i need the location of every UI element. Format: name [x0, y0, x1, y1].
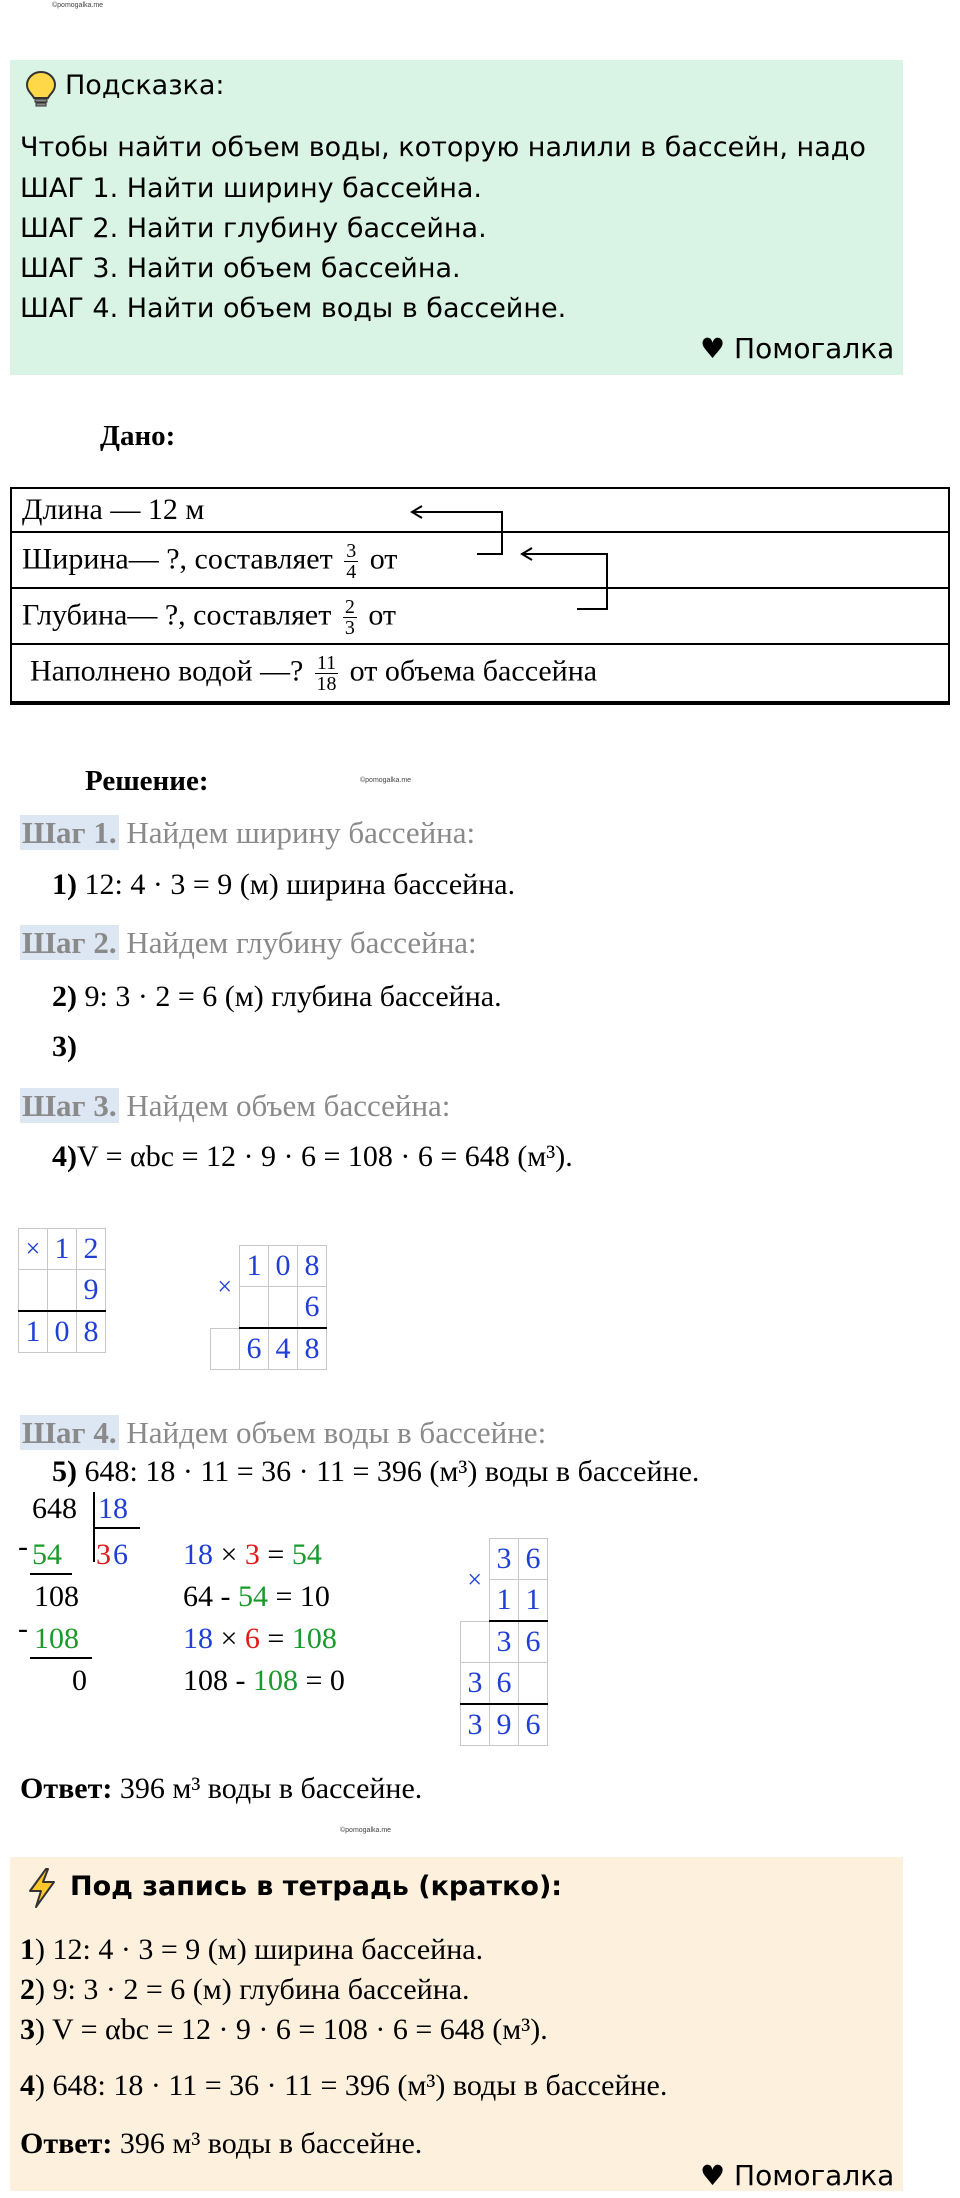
- hint-step-2: ШАГ 2. Найти глубину бассейна.: [20, 213, 487, 244]
- hint-title: Подсказка:: [65, 70, 225, 101]
- given-row-depth: Глубина— ?, составляет $\frac{2}{3}$ от: [12, 589, 948, 645]
- given-table: [10, 487, 950, 705]
- notebook-line-4: 4) 648: 18 · 11 = 36 · 11 = 396 (м³) воды в бассейне.: [20, 2069, 668, 2102]
- division-check-2: 64 - 54 = 10: [183, 1580, 330, 1613]
- watermark: ©pomogalka.me: [52, 2, 104, 9]
- multiplication-12x9: × 1 2 9 1 0 8: [18, 1228, 106, 1353]
- solution-line-2: 2) 9: 3 · 2 = 6 (м) глубина бассейна.: [52, 980, 502, 1013]
- step-3-heading: Шаг 3. Найдем объем бассейна:: [22, 1088, 451, 1123]
- notebook-line-1: 1) 12: 4 · 3 = 9 (м) ширина бассейна.: [20, 1933, 484, 1966]
- given-row-length: Длина — 12 м: [12, 489, 948, 533]
- division-check-3: 18 × 6 = 108: [183, 1622, 337, 1655]
- solution-line-5: 5) 648: 18 · 11 = 36 · 11 = 396 (м³) воды в бассейне.: [52, 1455, 700, 1488]
- notebook-line-2: 2) 9: 3 · 2 = 6 (м) глубина бассейна.: [20, 1973, 470, 2006]
- answer: Ответ: 396 м³ воды в бассейне.: [20, 1772, 423, 1805]
- multiplication-108x6: × 1 0 8 6 6 4 8: [210, 1245, 327, 1370]
- heart-icon: ♥: [700, 332, 726, 365]
- given-row-water: Наполнено водой —? $\frac{11}{18}$ от объема бассейна: [12, 645, 948, 703]
- given-row-width: Ширина— ?, составляет $\frac{3}{4}$ от: [12, 533, 948, 589]
- notebook-title: Под запись в тетрадь (кратко):: [70, 1871, 563, 1902]
- multiplication-36x11: × 3 6 1 1 3 6 3 6 3 9 6: [460, 1538, 548, 1746]
- watermark: ©pomogalka.me: [340, 1827, 392, 1834]
- brand-label: ♥ Помогалка: [700, 2159, 895, 2192]
- notebook-line-3: 3) V = αbc = 12 · 9 · 6 = 108 · 6 = 648 (м³).: [20, 2013, 548, 2046]
- solution-title: Решение:: [85, 765, 209, 797]
- solution-line-1: 1) 12: 4 · 3 = 9 (м) ширина бассейна.: [52, 868, 516, 901]
- lightning-icon: [24, 1867, 60, 1909]
- watermark: ©pomogalka.me: [360, 777, 412, 784]
- brand-label: ♥ Помогалка: [700, 332, 895, 365]
- hint-step-3: ШАГ 3. Найти объем бассейна.: [20, 253, 461, 284]
- step-1-heading: Шаг 1. Найдем ширину бассейна:: [22, 815, 476, 850]
- hint-box: [10, 60, 903, 375]
- hint-intro: Чтобы найти объем воды, которую налили в бассейн, надо: [20, 132, 866, 163]
- lightbulb-icon: [24, 70, 58, 108]
- notebook-box: [10, 1857, 903, 2191]
- reference-arrows: [12, 489, 952, 709]
- hint-step-4: ШАГ 4. Найти объем воды в бассейне.: [20, 293, 567, 324]
- division-check-4: 108 - 108 = 0: [183, 1664, 345, 1697]
- heart-icon: ♥: [700, 2159, 726, 2192]
- given-title: Дано:: [100, 420, 176, 452]
- solution-line-3: 3): [52, 1030, 77, 1063]
- hint-step-1: ШАГ 1. Найти ширину бассейна.: [20, 173, 482, 204]
- solution-line-4: 4)V = αbc = 12 · 9 · 6 = 108 · 6 = 648 (м³).: [52, 1140, 573, 1173]
- step-2-heading: Шаг 2. Найдем глубину бассейна:: [22, 925, 477, 960]
- notebook-answer: Ответ: 396 м³ воды в бассейне.: [20, 2127, 423, 2160]
- division-check-1: 18 × 3 = 54: [183, 1538, 322, 1571]
- step-4-heading: Шаг 4. Найдем объем воды в бассейне:: [22, 1415, 547, 1450]
